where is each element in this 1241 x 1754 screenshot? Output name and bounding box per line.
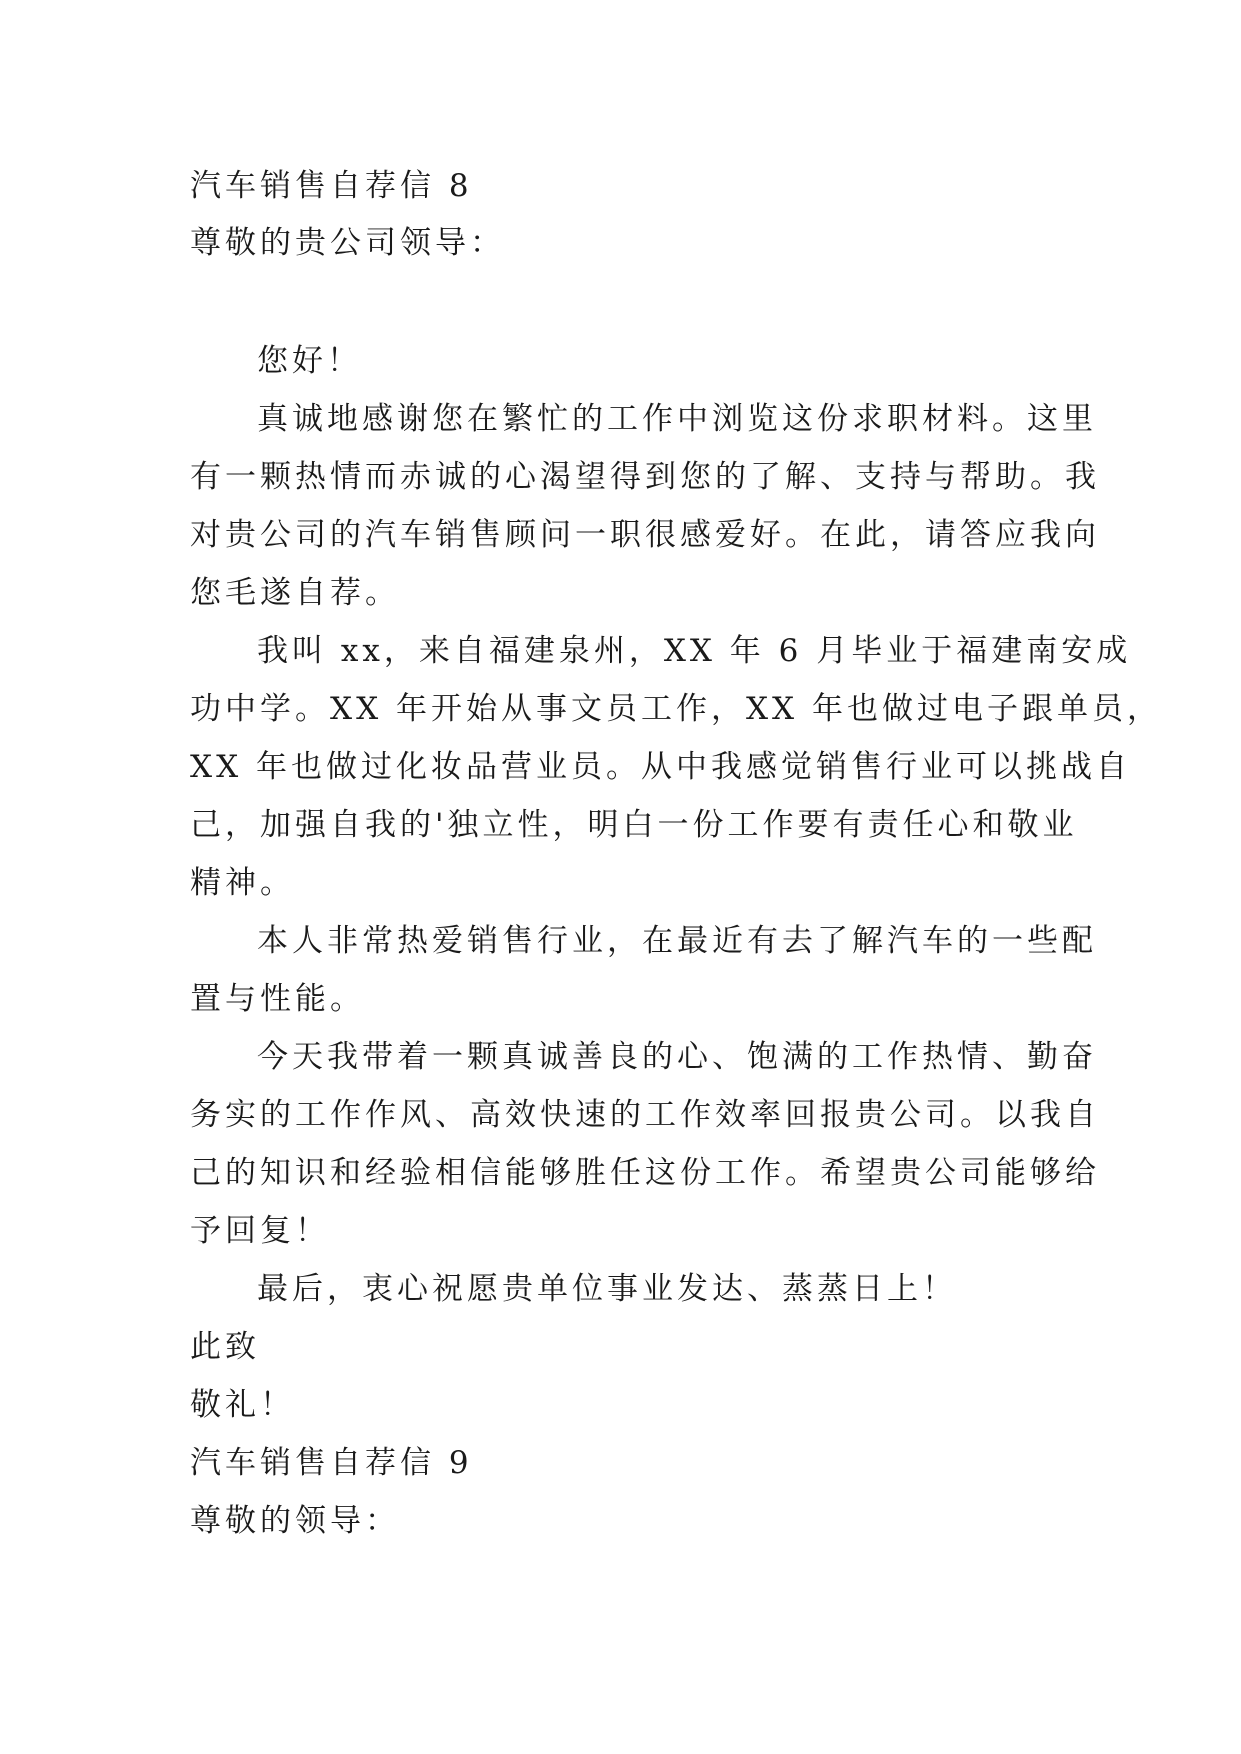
paragraph-line: 本人非常热爱销售行业，在最近有去了解汽车的一些配 xyxy=(257,923,1097,959)
letter-9-salutation: 尊敬的领导： xyxy=(190,1503,400,1539)
closing-wish: 最后，衷心祝愿贵单位事业发达、蒸蒸日上！ xyxy=(257,1271,957,1307)
paragraph-line: 己的知识和经验相信能够胜任这份工作。希望贵公司能够给 xyxy=(190,1155,1100,1191)
letter-8-salutation: 尊敬的贵公司领导： xyxy=(190,225,505,261)
paragraph-line: 予回复！ xyxy=(190,1213,330,1249)
letter-8-title: 汽车销售自荐信 8 xyxy=(190,168,473,204)
paragraph-line: 您毛遂自荐。 xyxy=(190,575,400,611)
closing-cizhi: 此致 xyxy=(190,1329,260,1365)
paragraph-line: 己，加强自我的'独立性，明白一份工作要有责任心和敬业 xyxy=(190,807,1078,843)
paragraph-line: 有一颗热情而赤诚的心渴望得到您的了解、支持与帮助。我 xyxy=(190,459,1100,495)
paragraph-line: 置与性能。 xyxy=(190,981,365,1017)
paragraph-line: 今天我带着一颗真诚善良的心、饱满的工作热情、勤奋 xyxy=(257,1039,1097,1075)
paragraph-line: XX 年也做过化妆品营业员。从中我感觉销售行业可以挑战自 xyxy=(190,749,1131,785)
paragraph-line: 精神。 xyxy=(190,865,295,901)
greeting: 您好！ xyxy=(257,343,362,379)
paragraph-line: 真诚地感谢您在繁忙的工作中浏览这份求职材料。这里 xyxy=(257,401,1097,437)
paragraph-line: 功中学。XX 年开始从事文员工作，XX 年也做过电子跟单员， xyxy=(190,691,1162,727)
letter-9-title: 汽车销售自荐信 9 xyxy=(190,1445,473,1481)
paragraph-line: 我叫 xx，来自福建泉州，XX 年 6 月毕业于福建南安成 xyxy=(257,633,1132,669)
paragraph-line: 对贵公司的汽车销售顾问一职很感爱好。在此，请答应我向 xyxy=(190,517,1100,553)
closing-jingli: 敬礼！ xyxy=(190,1387,295,1423)
paragraph-line: 务实的工作作风、高效快速的工作效率回报贵公司。以我自 xyxy=(190,1097,1100,1133)
